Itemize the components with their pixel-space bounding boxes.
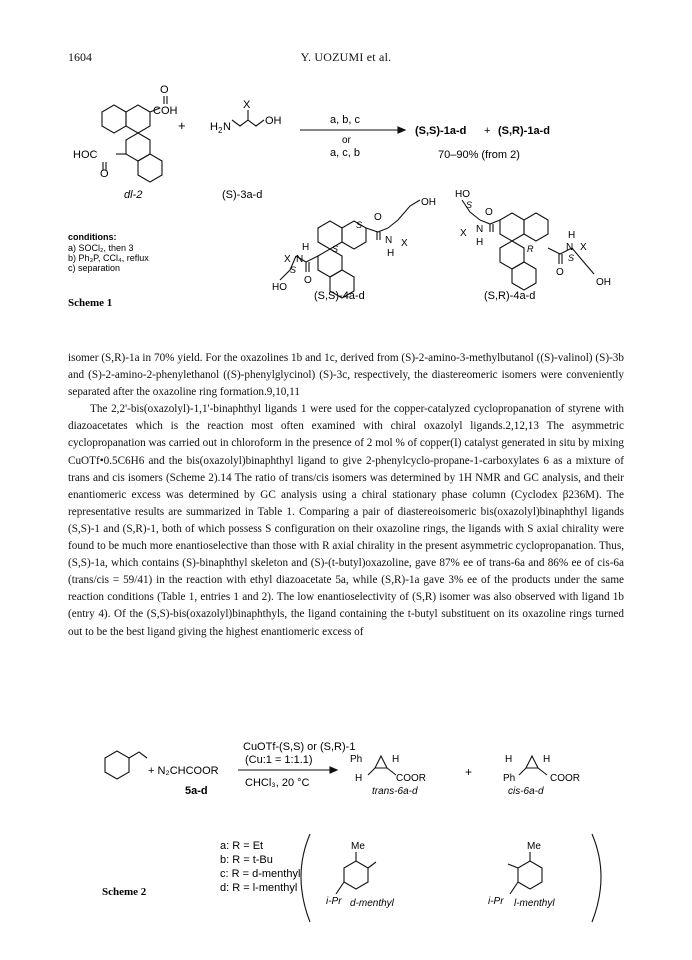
svg-text:HOC: HOC [73, 149, 98, 161]
svg-text:O: O [304, 275, 312, 286]
r-definition-a: a: R = Et [220, 840, 264, 852]
svg-text:N: N [223, 121, 231, 133]
product-cis-label: cis-6a-d [508, 786, 544, 797]
arrow-or: or [342, 135, 351, 146]
svg-text:X: X [243, 99, 251, 111]
svg-text:OH: OH [596, 277, 611, 288]
r-definition-d: d: R = l-menthyl [220, 882, 298, 894]
product-sr-1: (S,R)-1a-d [498, 125, 550, 137]
styrene-ring [105, 751, 129, 779]
r-definition-c: c: R = d-menthyl [220, 868, 301, 880]
condition-b: b) Ph₃P, CCl₄, reflux [68, 253, 149, 263]
svg-text:R: R [527, 244, 534, 254]
svg-text:N: N [385, 235, 393, 246]
svg-text:Me: Me [351, 841, 365, 852]
svg-text:X: X [401, 238, 408, 249]
svg-text:H: H [355, 773, 363, 784]
naphthalene-ring [126, 105, 150, 133]
diazo-reagent: + N₂CHCOOR [148, 765, 219, 777]
diazo-reagent-label: 5a-d [185, 785, 208, 797]
compound-label-4-sr: (S,R)-4a-d [484, 290, 536, 302]
svg-text:COH: COH [153, 105, 178, 117]
scheme-1-drawing [0, 80, 692, 340]
condition-c: c) separation [68, 263, 121, 273]
svg-text:H: H [476, 237, 484, 248]
reaction-solvent: CHCl₃, 20 °C [245, 777, 310, 789]
svg-text:N: N [296, 254, 304, 265]
svg-text:S: S [290, 265, 297, 275]
svg-text:Ph: Ph [503, 773, 516, 784]
paragraph-2: The 2,2'-bis(oxazolyl)-1,1'-binaphthyl ligands 1 were used for the copper-catalyzed cyclopropanation of styrene with diazoacetates which is the reaction most often examined with chiral oxazolyl ligands.2,12,13 The asymmetric cyclopropanation was carried out in chloroform in the presence of 2 mol % of copper(I) catalyst generated in situ by mixing CuOTf•0.5C6H6 and the bis(oxazolyl)binaphthyl ligand to give 2-phenylcyclo-propane-1-carboxylates 6 as a mixture of trans and cis isomers (Scheme 2).14 The ratio of trans/cis isomers was determined by 1H NMR and GC analysis, and their enantiomeric excess was determined by GC analysis using a chiral stationary phase column (Cyclodex β236M). The representative results are summarized in Table 1. Comparing a pair of diastereoisomeric bis(oxazolyl)binaphthyl ligands (S,S)-1 and (S,R)-1, both of which possess S configuration on their oxazoline rings, the ligands with S axial chirality were found to be much more enantioselective than those with R axial chirality in the present asymmetric cyclopropanation. Thus, (S,S)-1a, which contains (S)-binaphthyl skeleton and (S)-(t-butyl)oxazoline, gave 87% ee of trans-6a and 86% ee of cis-6a (trans/cis = 59/41) in the reaction with ethyl diazoacetate 5a, while (S,R)-1a gave 3% ee of the products under the same reaction conditions (Table 1, entries 1 and 2). The low enantioselectivity of (S,R) isomer was also observed with ligand 1b (entry 4). Of the (S,S)-bis(oxazolyl)binaphthyls, the ligand containing the t-butyl substituent on its oxazoline rings turned out to be the best ligand giving the highest enantiomeric excess of [68, 403, 624, 638]
page-number: 1604 [68, 50, 92, 64]
naphthalene-ring [342, 221, 366, 249]
naphthalene-ring [524, 213, 548, 241]
paragraph-1: isomer (S,R)-1a in 70% yield. For the oxazolines 1b and 1c, derived from (S)-2-amino-3-methylbutanol ((S)-valinol) (S)-3b and (S)-2-amino-2-phenylethanol ((S)-phenylglycinol) (S)-3c, respectively, the diastereomeric isomers were conveniently separated after the oxazoline ring formation.9,10,11 [68, 352, 624, 399]
conditions-title: conditions: [68, 232, 117, 242]
scheme-1-label: Scheme 1 [68, 297, 113, 309]
svg-text:H: H [210, 121, 218, 133]
svg-text:H: H [543, 754, 551, 765]
svg-text:OH: OH [265, 115, 282, 127]
compound-label-dl-2: dl-2 [124, 189, 143, 201]
naphthalene-ring [126, 133, 150, 161]
svg-text:N: N [476, 224, 484, 235]
svg-text:OH: OH [421, 197, 436, 208]
catalyst-label: CuOTf-(S,S) or (S,R)-1 [243, 741, 356, 753]
naphthalene-ring [512, 262, 536, 290]
reaction-yield: 70–90% (from 2) [438, 149, 520, 161]
running-head: Y. UOZUMI et al. [300, 50, 392, 64]
svg-text:H: H [387, 248, 395, 259]
naphthalene-ring [318, 249, 342, 277]
naphthalene-ring [500, 213, 524, 241]
svg-text:O: O [556, 267, 564, 278]
scheme-2 [0, 728, 692, 953]
svg-text:+: + [178, 118, 186, 133]
cyclopropane-ring [526, 756, 538, 768]
cyclohexane-ring [518, 861, 542, 889]
compound-label-4-ss: (S,S)-4a-d [314, 290, 365, 302]
svg-text:O: O [160, 84, 169, 96]
naphthalene-ring [318, 221, 342, 249]
svg-text:2: 2 [218, 126, 223, 135]
naphthalene-ring [138, 154, 162, 182]
svg-text:H: H [505, 754, 513, 765]
product-trans-label: trans-6a-d [372, 786, 418, 797]
arrow-conditions-top: a, b, c [330, 114, 360, 126]
l-menthyl-label: l-menthyl [514, 898, 555, 909]
arrow-conditions-bottom: a, c, b [330, 147, 360, 159]
svg-text:S: S [332, 244, 339, 254]
svg-text:HO: HO [272, 282, 287, 293]
body-text [68, 350, 624, 641]
svg-text:H: H [568, 230, 576, 241]
svg-text:i-Pr: i-Pr [488, 896, 504, 907]
svg-text:X: X [284, 254, 291, 265]
cyclopropane-ring [375, 756, 387, 768]
svg-text:S: S [356, 220, 363, 230]
svg-text:HO: HO [455, 189, 470, 200]
products-plus: + [465, 765, 473, 779]
catalyst-ratio: (Cu:1 = 1:1.1) [245, 754, 313, 766]
svg-text:COOR: COOR [550, 773, 580, 784]
d-menthyl-label: d-menthyl [350, 898, 394, 909]
svg-text:i-Pr: i-Pr [326, 896, 342, 907]
svg-text:O: O [374, 212, 382, 223]
svg-text:COOR: COOR [396, 773, 426, 784]
svg-text:S: S [568, 253, 575, 263]
page-header [0, 50, 692, 66]
svg-text:O: O [485, 207, 493, 218]
cyclohexane-ring [344, 861, 368, 889]
product-plus: + [484, 125, 491, 137]
svg-text:H: H [302, 242, 310, 253]
product-ss-1: (S,S)-1a-d [415, 125, 467, 137]
svg-text:H: H [392, 754, 400, 765]
scheme-2-drawing [0, 728, 692, 953]
scheme-1 [0, 80, 692, 340]
svg-text:X: X [460, 228, 467, 239]
naphthalene-ring [102, 105, 126, 133]
svg-text:Ph: Ph [350, 754, 363, 765]
svg-text:X: X [580, 242, 587, 253]
condition-a: a) SOCl₂, then 3 [68, 243, 134, 253]
r-definition-b: b: R = t-Bu [220, 854, 273, 866]
scheme-2-label: Scheme 2 [102, 886, 147, 898]
svg-text:S: S [466, 200, 473, 210]
compound-label-3: (S)-3a-d [222, 189, 263, 201]
svg-text:N: N [566, 242, 574, 253]
svg-text:O: O [100, 168, 109, 180]
svg-text:Me: Me [527, 841, 541, 852]
naphthalene-ring [500, 241, 524, 269]
